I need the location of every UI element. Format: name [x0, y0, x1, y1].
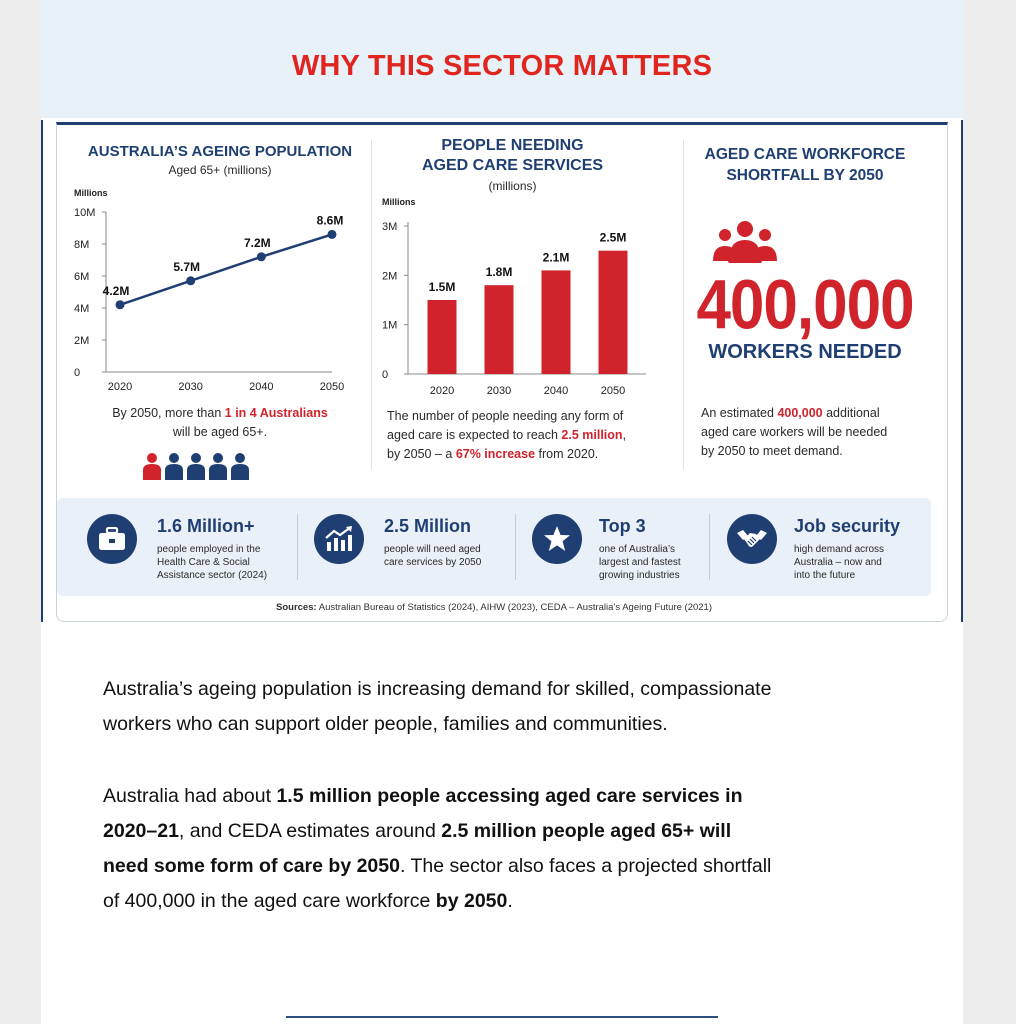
y-tick-label: 2M [382, 270, 398, 283]
panel3-title-line2: SHORTFALL BY 2050 [726, 167, 884, 184]
panel1-title: AUSTRALIA’S AGEING POPULATION [87, 143, 353, 160]
sources-text: Australian Bureau of Statistics (2024), AIHW (2023), CEDA – Australia’s Ageing Future (2021) [316, 602, 712, 613]
population-line-chart [60, 182, 360, 400]
panel1-subtitle: Aged 65+ (millions) [168, 163, 272, 177]
stats-band [57, 498, 931, 596]
panel1-caption [75, 404, 365, 442]
people-group-icon [712, 219, 778, 267]
stat-desc-line: Health Care & Social [157, 557, 250, 568]
y-tick-label: 2M [74, 335, 90, 347]
data-label: 1.5M [428, 280, 456, 294]
handshake-icon [736, 527, 768, 551]
body-bold: need some form of care by 2050 [103, 855, 400, 877]
x-tick-label: 2040 [543, 385, 569, 397]
growth-chart-icon [324, 526, 354, 552]
stat-icon-circle [727, 514, 777, 564]
x-tick-label: 2020 [429, 385, 455, 397]
workforce-big-number: 400,000 [696, 266, 914, 345]
body-text: of 400,000 in the aged care workforce [103, 890, 436, 912]
body-line: Australia’s ageing population is increasing demand for skilled, compassionate [103, 678, 772, 700]
sources-label: Sources: [276, 602, 317, 613]
series-line [120, 234, 332, 304]
panel3-caption-line3: by 2050 to meet demand. [701, 444, 843, 458]
panel2-caption-highlight2: 67% increase [455, 447, 536, 461]
panel1-caption-pre: By 2050, more than [112, 406, 225, 420]
y-tick-label: 0 [74, 367, 81, 379]
stat-desc [157, 543, 297, 582]
panel3-caption-line1-post: additional [822, 406, 880, 420]
stat-employed [87, 498, 287, 596]
panel2-caption-line1: The number of people needing any form of [387, 409, 624, 423]
person-body [165, 464, 183, 480]
stat-desc-line: one of Australia’s [599, 544, 675, 555]
stat-divider [709, 514, 710, 580]
x-tick-label: 2030 [178, 381, 203, 393]
x-tick-label: 2040 [249, 381, 274, 393]
person-head [235, 453, 245, 463]
stat-head: Job security [794, 516, 901, 536]
data-point [328, 230, 337, 239]
y-tick-label: 0 [382, 369, 389, 381]
stat-desc-line: Australia – now and [794, 557, 882, 568]
bar [428, 300, 457, 374]
panel2-title-line1: PEOPLE NEEDING [441, 137, 584, 154]
stat-desc [794, 543, 919, 582]
body-bold: 2020–21 [103, 820, 179, 842]
person-red-icon [142, 452, 162, 480]
y-tick-label: 8M [74, 239, 90, 251]
stat-desc [384, 543, 514, 569]
panel2-caption-line3-post: from 2020. [535, 447, 599, 461]
bar [542, 270, 571, 374]
x-tick-label: 2030 [486, 385, 512, 397]
body-line: workers who can support older people, families and communities. [103, 713, 668, 735]
panel-divider [371, 140, 372, 470]
body-text: , and CEDA estimates around [178, 820, 442, 842]
stat-divider [515, 514, 516, 580]
body-bold: 1.5 million people accessing aged care services in [276, 785, 743, 807]
body-text: . [507, 890, 513, 912]
panel2-title [390, 136, 635, 176]
data-label: 2.5M [599, 230, 627, 245]
stat-desc [599, 543, 714, 582]
body-bold: 2.5 million people aged 65+ will [441, 820, 732, 842]
panel3-caption-line1-pre: An estimated [701, 406, 778, 420]
panel3-caption-highlight: 400,000 [777, 406, 823, 420]
stat-care-services [314, 498, 514, 596]
data-point [116, 300, 125, 309]
header-band [41, 0, 963, 118]
stat-icon-circle [532, 514, 582, 564]
panel1-caption-highlight: 1 in 4 Australians [224, 406, 328, 420]
stat-desc-line: into the future [794, 570, 856, 581]
panel3-caption [701, 404, 931, 461]
y-tick-label: 1M [382, 319, 398, 332]
person-body [143, 464, 161, 480]
body-bold: by 2050 [435, 890, 508, 912]
data-point [257, 252, 266, 261]
data-label: 7.2M [243, 235, 271, 250]
stat-divider [297, 514, 298, 580]
body-text: . The sector also faces a projected shortfall [399, 855, 772, 877]
workforce-big-label: WORKERS NEEDED [708, 341, 902, 363]
stat-head: 1.6 Million+ [157, 516, 255, 536]
data-label: 8.6M [316, 213, 344, 228]
panel2-title-line2: AGED CARE SERVICES [421, 157, 604, 174]
stat-icon-circle [87, 514, 137, 564]
y-tick-label: 4M [74, 303, 90, 315]
bar [599, 251, 628, 374]
stat-desc-line: largest and fastest [599, 557, 681, 568]
panel3-caption-line2: aged care workers will be needed [701, 425, 888, 439]
panel2-subtitle: (millions) [488, 179, 537, 193]
body-paragraph-1 [103, 672, 923, 742]
panel2-caption-line2-pre: aged care is expected to reach [387, 428, 562, 442]
data-label: 5.7M [173, 259, 201, 274]
body-paragraph-2 [103, 779, 923, 919]
stat-desc-line: people will need aged [384, 544, 481, 555]
x-tick-label: 2050 [319, 381, 345, 393]
y-tick-label: 6M [74, 271, 90, 283]
y-tick-label: 10M [74, 207, 96, 219]
stat-desc-line: growing industries [599, 570, 680, 581]
y-tick-label: 3M [382, 221, 398, 233]
sources-line [57, 602, 931, 613]
person-navy-icon [208, 452, 228, 480]
x-tick-label: 2050 [600, 385, 626, 397]
data-label: 1.8M [485, 265, 513, 280]
bar [485, 285, 514, 374]
y-axis-unit-label: Millions [74, 188, 108, 198]
star-icon [543, 525, 571, 553]
panel-divider [683, 140, 684, 470]
people-icons-row [142, 452, 272, 482]
panel3-title-line1: AGED CARE WORKFORCE [704, 146, 906, 163]
data-point [186, 276, 195, 285]
person-head [191, 453, 201, 463]
frame-right-border [961, 120, 963, 622]
stat-desc-line: people employed in the [157, 544, 261, 555]
care-services-bar-chart [376, 192, 666, 402]
stat-head: 2.5 Million [384, 516, 472, 536]
person-head [147, 453, 157, 463]
person-body [231, 464, 249, 480]
panel1-caption-post: will be aged 65+. [172, 425, 268, 439]
person-body [209, 464, 227, 480]
stat-top3 [532, 498, 712, 596]
stat-desc-line: high demand across [794, 544, 885, 555]
stat-head: Top 3 [599, 516, 646, 536]
data-label: 4.2M [102, 283, 130, 298]
stat-desc-line: Assistance sector (2024) [157, 570, 268, 581]
person-head [213, 453, 223, 463]
person-body [187, 464, 205, 480]
panel2-caption [387, 407, 677, 464]
stat-desc-line: care services by 2050 [384, 557, 482, 568]
section-divider [286, 1016, 718, 1018]
briefcase-icon [98, 527, 126, 551]
y-axis-unit-label: Millions [382, 197, 416, 207]
person-navy-icon [186, 452, 206, 480]
person-navy-icon [230, 452, 250, 480]
body-text: Australia had about [103, 785, 277, 807]
panel2-caption-line3-pre: by 2050 – a [387, 447, 456, 461]
frame-left-border [41, 120, 43, 622]
stat-icon-circle [314, 514, 364, 564]
panel2-caption-line2-post: , [622, 428, 627, 442]
person-navy-icon [164, 452, 184, 480]
stat-job-security [727, 498, 922, 596]
panel2-caption-highlight1: 2.5 million [561, 428, 623, 442]
data-label: 2.1M [542, 250, 570, 265]
person-head [169, 453, 179, 463]
page-title: WHY THIS SECTOR MATTERS [291, 50, 713, 82]
panel3-title [690, 144, 920, 186]
x-tick-label: 2020 [107, 381, 133, 393]
